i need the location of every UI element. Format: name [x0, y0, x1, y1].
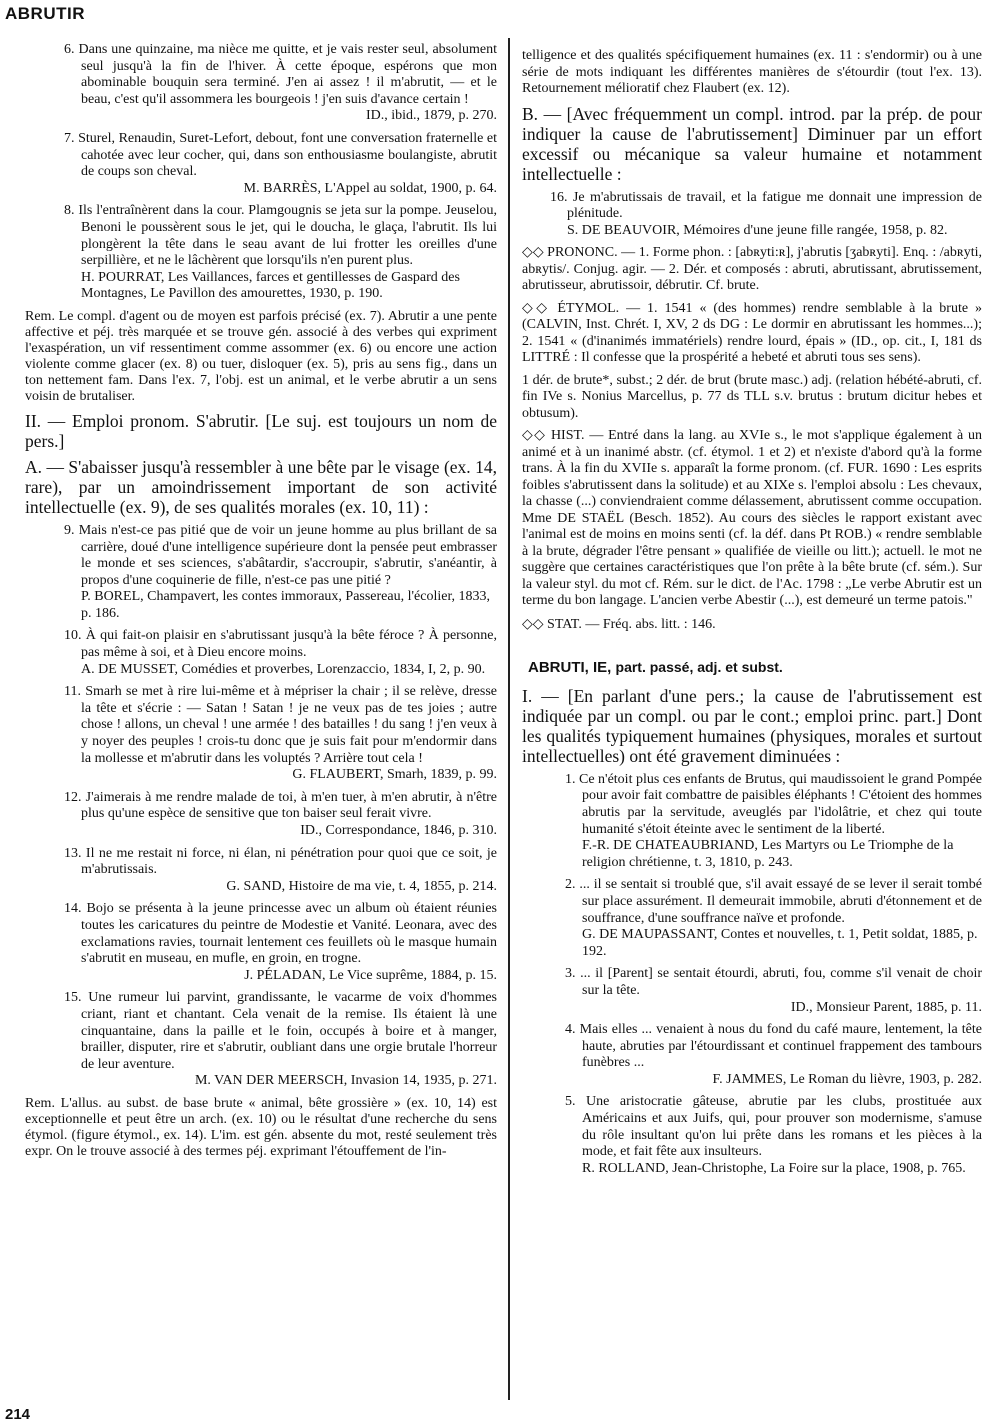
citation-text: 12. J'aimerais à me rendre malade de toi, à m'en tuer, à m'en abrutir, à n'être plus qu'une espèce de sensitive que ton baiser seul ferait vivre.: [64, 789, 497, 822]
citation-text: 8. Ils l'entraînèrent dans la cour. Plamgougnis se jeta sur la pompe. Jeuselou, Benoni le poussèrent sous le jet, qui le doucha, le glaça, l'abrutit. Ils lui plongèrent la tête dans le seau avant de lui frotter les oreilles d'une serpillière, et ne le lâchèrent que lorsqu'ils n'en purent plus.: [64, 203, 497, 269]
entry-word: ABRUTI, IE,: [528, 658, 612, 676]
etymology-block: ◇◇ ÉTYMOL. — 1. 1541 « (des hommes) rendre semblable à la brute » (CALVIN, Inst. Chrét. I, XV, 2 ds DG : Le dormir en abrutissant les hommes...); 2. 1541 « (d'inanimés immatériels) rendre lourd, épais » (ID., op. cit., I, 181 ds LITTRÉ : Il confesse que la prospérité a hebeté et abruti tous ses sens).: [522, 300, 982, 366]
citation-abruti-2: [522, 877, 982, 960]
citation-text: 15. Une rumeur lui parvint, grandissante, le vacarme de voix d'hommes criant, riant et chantant. Cela venait de la remise. Ils étaient là une cinquantaine, dans la paille et le foin, occupés à boire et à manger, brailler, disputer, rire et s'abrutir, oubliant dans une orgie brutale l'horreur de leur aventure.: [64, 990, 497, 1072]
citation-16: [522, 190, 982, 240]
citation-source: ID., Correspondance, 1846, p. 310.: [300, 823, 497, 838]
citation-text: 3. ... il [Parent] se sentait étourdi, abruti, fou, comme s'il venait de choir sur la tête.: [565, 966, 982, 998]
citation-source: P. BOREL, Champavert, les contes immoraux, Passereau, l'écolier, 1833, p. 186.: [81, 589, 491, 621]
citation-source: S. DE BEAUVOIR, Mémoires d'une jeune fille rangée, 1958, p. 82.: [567, 222, 948, 238]
citation-source: R. ROLLAND, Jean-Christophe, La Foire sur la place, 1908, p. 765.: [582, 1160, 966, 1176]
citation-10: [25, 628, 497, 678]
running-headword: ABRUTIR: [5, 4, 85, 23]
citation-source: A. DE MUSSET, Comédies et proverbes, Lorenzaccio, 1834, I, 2, p. 90.: [81, 661, 486, 677]
citation-text: 7. Sturel, Renaudin, Suret-Lefort, debout, font une conversation fraternelle et cahotée avec leur cocher, qui, dans son enthousiasme boulangiste, abrutit de coups son cheval.: [64, 130, 497, 180]
right-column: [522, 42, 982, 1183]
entry-heading: [528, 659, 982, 676]
citation-source: H. POURRAT, Les Vaillances, farces et gentillesses de Gaspard des Montagnes, Le Pavillon des amourettes, 1930, p. 190.: [81, 269, 460, 302]
citation-text: 6. Dans une quinzaine, ma nièce me quitte, et je vais rester seul, absolument seul jusqu'à la fin de l'hiver. À cette époque, espérons que mon abominable bouquin sera terminé. J'en ai assez ! il m'abrutit, — et le beau, c'est qu'il assommera les bourgeois ! j'en suis d'avance certain !: [64, 42, 497, 107]
page-number: 214: [5, 1406, 31, 1423]
statistics-line: ◇◇ STAT. — Fréq. abs. litt. : 146.: [522, 616, 716, 632]
citation-abruti-4: [522, 1022, 982, 1088]
citation-8: [25, 203, 497, 303]
citation-11: [25, 684, 497, 784]
citation-abruti-3: [522, 966, 982, 1016]
remark-2: Rem. L'allus. au subst. de base brute « animal, bête grossière » (ex. 10, 14) est exceptionnelle et peut être un arch. (ex. 10) ou le résultat d'une recherche du sens étymol. (figure étymol., ex. 14). L'im. est gén. absente du mot, resté seulement très expr. On le trouve associé à des termes péj. exprimant l'étouffement de l'in-: [25, 1095, 497, 1159]
citation-source: M. BARRÈS, L'Appel au soldat, 1900, p. 64.: [243, 180, 497, 196]
citation-text: 9. Mais n'est-ce pas pitié que de voir un jeune homme au plus brillant de sa carrière, doué d'une intelligence supérieure dont la pensée peut embrasser le monde et ses sciences, s'abâtardir, s'accroupir, s'abrutir, s'anéantir, à propos d'une coquinerie de fille, n'est-ce pas une pitié ?: [64, 522, 497, 588]
citation-source: G. SAND, Histoire de ma vie, t. 4, 1855, p. 214.: [226, 878, 497, 894]
derivation-note: 1 dér. de brute*, subst.; 2 dér. de brut (brute masc.) adj. (relation hébété-abruti, cf. fin IVe s. Nonius Marcellus, p. 77 ds TLL s.v. brutus : brutum dicitur hebes et obtusum).: [522, 372, 982, 421]
citation-abruti-5: [522, 1094, 982, 1177]
citation-source: ID., Monsieur Parent, 1885, p. 11.: [790, 999, 982, 1015]
citation-source: J. PÉLADAN, Le Vice suprême, 1884, p. 15.: [244, 967, 497, 983]
citation-text: 14. Bojo se présenta à la jeune princesse avec un album où étaient réunies toutes les caricatures du peintre de Modestie et Vanité. Leonara, avec des exclamations ravies, tournait lentement ces feuillets où le masque humain s'abrutit en museau, en mufle, en groin, en trogne.: [64, 901, 497, 967]
section-ii-heading: II. — Emploi pronom. S'abrutir. [Le suj. est toujours un nom de pers.]: [25, 410, 497, 451]
citation-14: [25, 901, 497, 984]
citation-7: [25, 131, 497, 197]
history-block: ◇◇ HIST. — Entré dans la lang. au XVIe s., le mot s'applique également à un animé et à un inanimé abstr. (cf. étymol. 1 et 2) et n'existe d'abord qu'à la forme trans. À la fin du XVIIe s. apparaît la forme pronom. (cf. FUR. 1690 : Les esprits foibles s'abrutissent dans la solitude) et au XIXe s. l'emploi absolu : Les chevaux, la chasse (...) conviendraient comme délassement, abrutissent comme occupation. Mme DE STAËL (Besch. 1852). Au cours des siècles le rapport existant avec l'animal est de moins en moins senti (cf. la déf. dans Pt ROB.) « rendre semblable à la brute, dégrader l'être pensant » qualifiée de vieille ou litt.); actuell. le mot ne suggère que certaines caractéristiques que l'on prête à la bête brute (cf. sém.). Sur la valeur styl. du mot cf. Rém. sur le dict. de l'Ac. 1798 : „Le verbe Abrutir est un terme du bon langage. L'ancien verbe Abestir (...), est demeuré un terme patois.": [522, 428, 982, 609]
citation-source: G. DE MAUPASSANT, Contes et nouvelles, t. 1, Petit soldat, 1885, p. 192.: [582, 927, 978, 959]
citation-text: 4. Mais elles ... venaient à nous du fond du café maure, lentement, la tête haute, abruties par l'étourdissant et continuel frappement des tambours funèbres ...: [565, 1022, 982, 1071]
entry-grammar: part. passé, adj. et subst.: [615, 658, 783, 675]
citation-text: 16. Je m'abrutissais de travail, et la fatigue me donnait une impression de plénitude.: [550, 189, 982, 222]
citation-12: [25, 790, 497, 840]
citation-source: F.-R. DE CHATEAUBRIAND, Les Martyrs ou Le Triomphe de la religion chrétienne, t. 3, 1810, p. 243.: [582, 838, 954, 870]
citation-15: [25, 990, 497, 1090]
citation-9: [25, 523, 497, 623]
left-column: [25, 42, 497, 1164]
section-i-definition: I. — [En parlant d'une pers.; la cause de l'abrutissement est indiquée par un compl. ou par le cont.; emploi princ. part.] Dont les qualités typiquement humaines (physiques, morales et surtout intellectuelles) ont été gravement diminuées :: [522, 685, 982, 766]
citation-source: ID., ibid., 1879, p. 270.: [365, 108, 497, 124]
citation-text: 1. Ce n'étoit plus ces enfants de Brutus, qui maudissoient le grand Pompée pour avoir fait combattre de paisibles éléphants ! C'étoient des hommes abrutis par la servitude, aveuglés par l'idolâtrie, et chez qui toute humanité s'étoit éteinte avec le sentiment de la liberté.: [565, 771, 983, 837]
citation-source: G. FLAUBERT, Smarh, 1839, p. 99.: [292, 767, 497, 783]
remark-1: Rem. Le compl. d'agent ou de moyen est parfois précisé (ex. 7). Abrutir a une pente affective et péj. très marquée et se trouve gén. associé à des verbes qui expriment l'exaspération, un vif ressentiment comme assommer (ex. 6) ou encore une action violente comme glacer (ex. 8) ou tuer, disloquer (ex. 5), pris au sens fig., dans un ton nettement fam. Dans l'ex. 7, l'obj. est un animal, et le verbe abrutir a un sens voisin de brutaliser.: [25, 308, 497, 404]
citation-source: M. VAN DER MEERSCH, Invasion 14, 1935, p. 271.: [194, 1073, 497, 1089]
citation-6: [25, 42, 497, 125]
continuation-text: telligence et des qualités spécifiquement humaines (ex. 11 : s'endormir) ou à une série de mots indiquant les différentes manières de s'étourdir (tout l'ex. 13). Retournement mélioratif chez Flaubert (ex. 12).: [522, 48, 982, 96]
pronunciation-block: ◇◇ PRONONC. — 1. Forme phon. : [abʀyti:ʀ], j'abrutis [ʒabʀyti]. Enq. : /abʀyti, abʀytis/. Conjug. agir. — 2. Dér. et composés : abruti, abrutissant, abrutissement, abrutisseur, abrutissoir, débrutir. Cf. brute.: [522, 245, 982, 294]
citation-text: 11. Smarh se met à rire lui-même et à mépriser la chair ; il se relève, dresse la tête et s'écrie : — Satan ! Satan ! je ne veux pas de tes joies ; autre chose ! allons, un cheval ! une armée ! des batailles ! du sang ! j'en veux à y noyer des peuples ! crois-tu donc que je suis fait pour m'endormir dans la mollesse et m'abrutir dans les voluptés ? Arrière tout cela !: [64, 684, 497, 766]
citation-13: [25, 846, 497, 896]
citation-text: 13. Il ne me restait ni force, ni élan, ni pénétration pour quoi que ce soit, je m'abrutissais.: [64, 845, 497, 878]
citation-text: 5. Une aristocratie gâteuse, abrutie par les clubs, prostituée aux Américains et aux Juifs, qui, pour prouver son modernisme, s'amuse du rôle insultant qu'on lui prête dans les romans et les pièces à la mode, et fait fête aux insulteurs.: [565, 1094, 982, 1160]
citation-text: 2. ... il se sentait si troublé que, s'il avait essayé de se lever il serait tombé sur place assurément. Il demeurait immobile, abruti d'étonnement et de souffrance, d'une souffrance naïve et profonde.: [565, 877, 982, 926]
citation-text: 10. À qui fait-on plaisir en s'abrutissant jusqu'à la bête féroce ? À personne, pas même à soi, et à Dieu encore moins.: [64, 628, 497, 661]
section-a-definition: A. — S'abaisser jusqu'à ressembler à une bête par le visage (ex. 14, rare), par un amoindrissement important de son activité intellectuelle (ex. 9), de ses qualités morales (ex. 10, 11) :: [25, 456, 497, 517]
citation-source: F. JAMMES, Le Roman du lièvre, 1903, p. 282.: [712, 1071, 982, 1087]
section-b-definition: B. — [Avec fréquemment un compl. introd. par la prép. de pour indiquer la cause de l'abrutissement] Diminuer par un effort excessif ou mécanique sa valeur humaine et notamment intellectuelle :: [522, 103, 982, 184]
column-divider: [508, 38, 510, 1400]
citation-abruti-1: [522, 772, 982, 872]
